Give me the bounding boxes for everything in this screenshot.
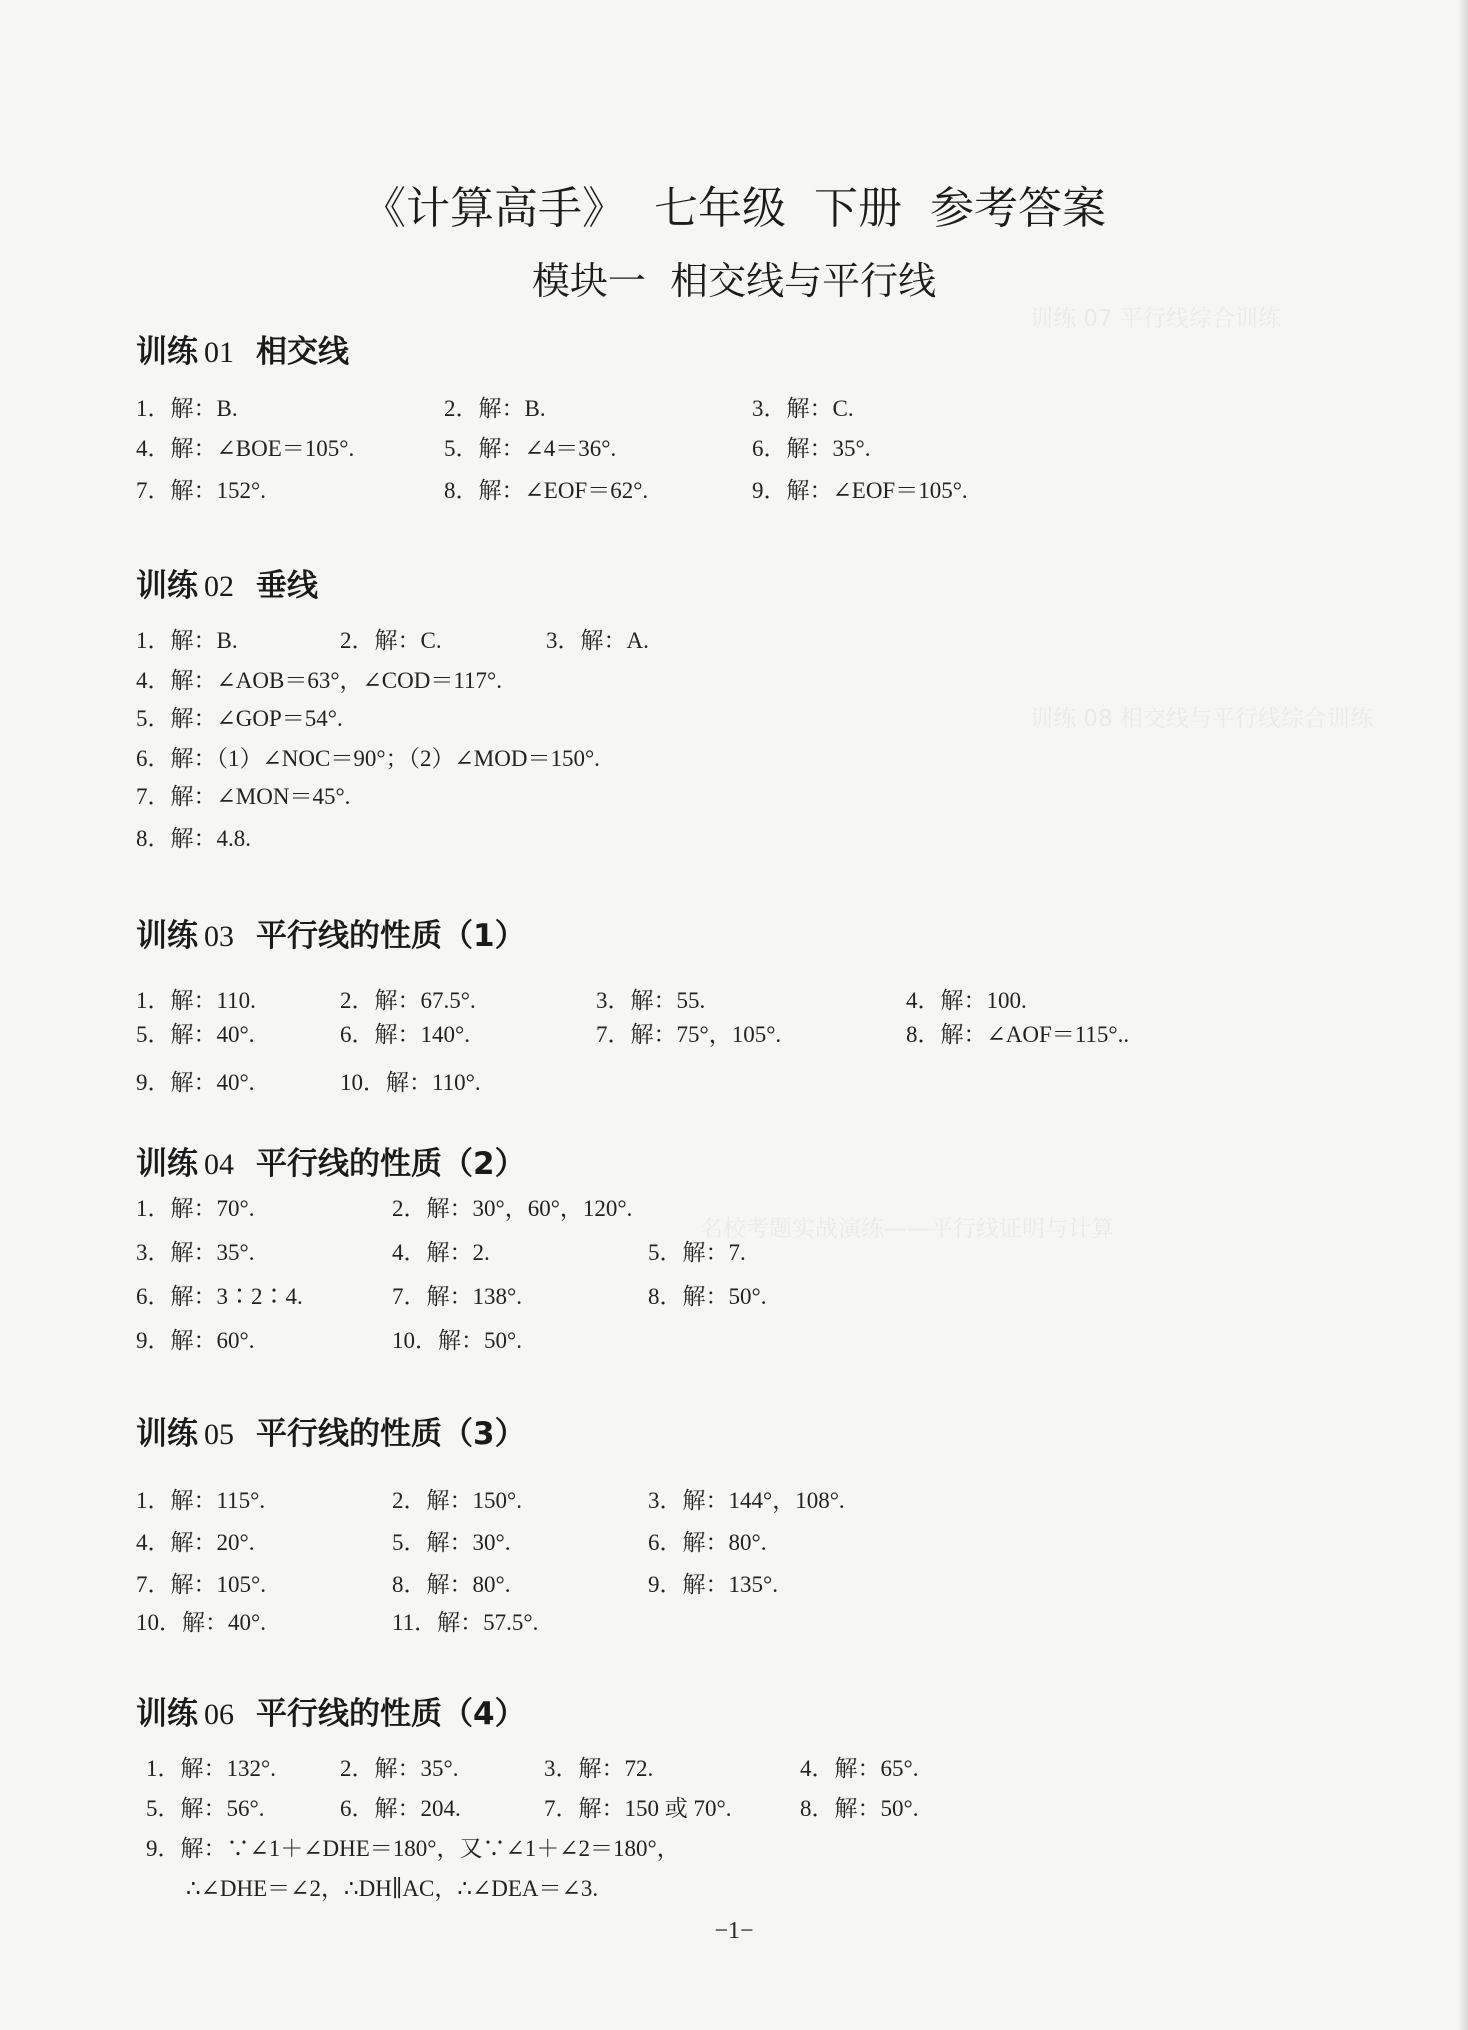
section-name: 平行线的性质（3）: [256, 1416, 526, 1452]
answer-item: 6．解：3∶2∶4.: [136, 1284, 303, 1309]
section-number: 06: [204, 1698, 234, 1731]
section-name: 相交线: [256, 334, 349, 370]
answer-item: 7．解：75°，105°.: [596, 1022, 782, 1047]
answer-item: 6．解：140°.: [340, 1022, 470, 1047]
section-heading-04: [136, 1138, 526, 1183]
answer-item: 2．解：30°，60°，120°.: [392, 1196, 633, 1221]
section-number: 03: [204, 920, 234, 953]
answer-item: 4．解：2.: [392, 1240, 490, 1265]
answer-item: 9．解：∠EOF＝105°.: [752, 478, 968, 503]
answer-item: 4．解：∠BOE＝105°.: [136, 436, 355, 461]
section-prefix: 训练: [136, 1696, 198, 1732]
answer-item: 6．解：（1）∠NOC＝90°；（2）∠MOD＝150°.: [136, 746, 600, 771]
section-heading-05: [136, 1408, 526, 1453]
section-prefix: 训练: [136, 1416, 198, 1452]
answer-item: 9．解：∵∠1＋∠DHE＝180°，又∵∠1＋∠2＝180°，: [146, 1836, 680, 1861]
answer-item: 5．解：7.: [648, 1240, 746, 1265]
answer-item: 6．解：35°.: [752, 436, 871, 461]
answer-item: 2．解：67.5°.: [340, 988, 476, 1013]
answer-item: 6．解：204.: [340, 1796, 461, 1821]
answer-item: 8．解：4.8.: [136, 826, 251, 851]
section-prefix: 训练: [136, 918, 198, 954]
show-through-text: 训练 07 平行线综合训练: [1030, 306, 1281, 332]
answer-item: 5．解：56°.: [146, 1796, 265, 1821]
answer-item: 2．解：B.: [444, 396, 546, 421]
section-name: 平行线的性质（2）: [256, 1146, 526, 1182]
section-heading-06: [136, 1688, 526, 1733]
answer-item: 1．解：B.: [136, 396, 238, 421]
answer-item: 1．解：B.: [136, 628, 238, 653]
section-prefix: 训练: [136, 334, 198, 370]
section-heading-03: [136, 910, 526, 955]
answer-item: 8．解：50°.: [648, 1284, 767, 1309]
answer-item: 2．解：150°.: [392, 1488, 522, 1513]
section-number: 02: [204, 570, 234, 603]
section-heading-02: [136, 560, 318, 605]
section-number: 01: [204, 336, 234, 369]
answer-item: 10．解：40°.: [136, 1610, 266, 1635]
page-number: −1−: [714, 1918, 754, 1944]
section-number: 04: [204, 1148, 234, 1181]
show-through-text: 名校考题实战演练——平行线证明与计算: [700, 1216, 1114, 1242]
section-prefix: 训练: [136, 1146, 198, 1182]
show-through-text: 训练 08 相交线与平行线综合训练: [1030, 706, 1373, 732]
answer-item: 7．解：∠MON＝45°.: [136, 784, 351, 809]
answer-item: 4．解：100.: [906, 988, 1027, 1013]
answer-item: 3．解：C.: [752, 396, 854, 421]
answer-item: 5．解：∠4＝36°.: [444, 436, 617, 461]
answer-item: 9．解：40°.: [136, 1070, 255, 1095]
answer-item: 10．解：110°.: [340, 1070, 481, 1095]
answer-item: 3．解：72.: [544, 1756, 654, 1781]
answer-item: 1．解：132°.: [146, 1756, 276, 1781]
answer-item: 7．解：150 或 70°.: [544, 1796, 732, 1821]
section-name: 平行线的性质（4）: [256, 1696, 526, 1732]
answer-item: 5．解：40°.: [136, 1022, 255, 1047]
answer-item-continuation: ∴∠DHE＝∠2，∴DH∥AC，∴∠DEA＝∠3.: [186, 1876, 599, 1901]
section-prefix: 训练: [136, 568, 198, 604]
section-heading-01: [136, 326, 349, 371]
document-title: 《计算高手》 七年级 下册 参考答案: [362, 183, 1106, 234]
answer-item: 4．解：65°.: [800, 1756, 919, 1781]
answer-item: 9．解：60°.: [136, 1328, 255, 1353]
answer-item: 11．解：57.5°.: [392, 1610, 539, 1635]
answer-item: 2．解：35°.: [340, 1756, 459, 1781]
section-name: 垂线: [256, 568, 318, 604]
answer-item: 1．解：70°.: [136, 1196, 255, 1221]
answer-item: 9．解：135°.: [648, 1572, 778, 1597]
answer-item: 3．解：55.: [596, 988, 706, 1013]
answer-item: 1．解：110.: [136, 988, 256, 1013]
answer-item: 4．解：∠AOB＝63°，∠COD＝117°.: [136, 668, 502, 693]
answer-item: 8．解：∠AOF＝115°..: [906, 1022, 1130, 1047]
answer-item: 2．解：C.: [340, 628, 442, 653]
section-number: 05: [204, 1418, 234, 1451]
answer-item: 3．解：A.: [546, 628, 649, 653]
module-title: 模块一 相交线与平行线: [531, 259, 937, 303]
answer-item: 7．解：152°.: [136, 478, 266, 503]
answer-item: 8．解：∠EOF＝62°.: [444, 478, 649, 503]
answer-item: 1．解：115°.: [136, 1488, 266, 1513]
answer-item: 7．解：138°.: [392, 1284, 522, 1309]
answer-item: 7．解：105°.: [136, 1572, 266, 1597]
answer-item: 5．解：∠GOP＝54°.: [136, 706, 343, 731]
answer-item: 10．解：50°.: [392, 1328, 522, 1353]
answer-item: 4．解：20°.: [136, 1530, 255, 1555]
answer-item: 5．解：30°.: [392, 1530, 511, 1555]
answer-item: 8．解：50°.: [800, 1796, 919, 1821]
answer-item: 3．解：35°.: [136, 1240, 255, 1265]
answer-item: 8．解：80°.: [392, 1572, 511, 1597]
section-name: 平行线的性质（1）: [256, 918, 526, 954]
answer-item: 6．解：80°.: [648, 1530, 767, 1555]
answer-item: 3．解：144°，108°.: [648, 1488, 845, 1513]
